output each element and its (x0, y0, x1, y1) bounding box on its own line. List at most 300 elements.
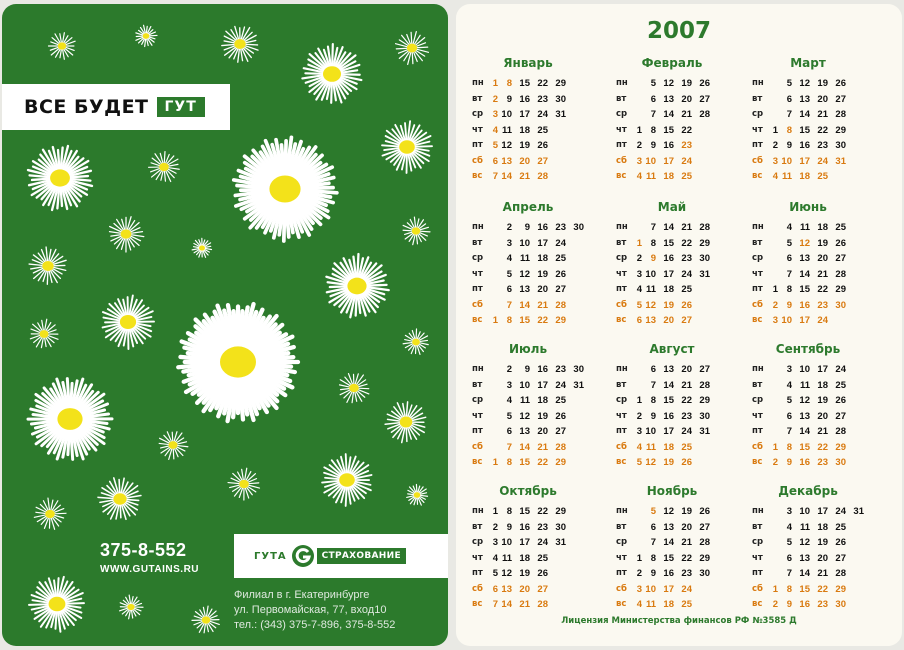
day-cell: 16 (537, 222, 548, 233)
weekday-label: сб (472, 441, 483, 452)
month-name: Июль (508, 342, 548, 356)
day-cell: 3 (636, 583, 642, 595)
day-cell: 10 (781, 315, 792, 326)
weekday-row (486, 393, 584, 409)
day-cell: 24 (817, 315, 828, 326)
weekday-row (630, 298, 728, 314)
day-cell: 22 (537, 78, 548, 89)
day-cell: 30 (699, 410, 710, 422)
day-cell: 9 (506, 521, 512, 533)
month-day-grid (766, 504, 864, 613)
weekday-label: пт (616, 426, 627, 436)
weekday-row (766, 236, 864, 252)
weekday-label: вс (472, 457, 483, 467)
month-day-grid (766, 76, 864, 185)
weekday-row (766, 154, 864, 170)
day-cell: 8 (786, 583, 792, 595)
day-cell: 14 (501, 599, 512, 610)
day-cell: 19 (817, 78, 828, 89)
weekday-label: чт (752, 552, 763, 563)
weekday-label: ср (616, 395, 628, 405)
day-cell: 6 (786, 410, 792, 422)
day-cell: 23 (681, 568, 692, 579)
day-cell: 17 (519, 537, 530, 548)
weekday-label: ср (752, 395, 764, 405)
day-cell: 21 (681, 379, 692, 391)
day-cell: 14 (799, 568, 810, 579)
day-cell: 20 (537, 284, 548, 295)
month-block (752, 200, 864, 332)
day-cell: 17 (537, 379, 548, 391)
website-link[interactable]: WWW.GUTAINS.RU (100, 564, 200, 575)
weekday-row (486, 455, 584, 471)
day-cell: 17 (799, 155, 810, 167)
day-cell: 6 (786, 253, 792, 264)
daisy-flower-icon (302, 44, 361, 103)
day-cell: 28 (835, 268, 846, 280)
day-cell: 9 (650, 253, 656, 264)
day-cell: 10 (781, 155, 792, 167)
day-cell: 29 (555, 315, 566, 326)
weekday-row (630, 123, 728, 139)
day-cell: 30 (835, 140, 846, 151)
daisy-flower-icon (396, 32, 429, 65)
day-cell: 2 (636, 410, 642, 422)
day-cell: 30 (699, 568, 710, 579)
weekday-row (630, 520, 728, 536)
weekday-row (486, 582, 584, 598)
day-cell: 5 (786, 237, 792, 249)
day-cell: 24 (555, 237, 566, 249)
day-cell: 8 (650, 237, 656, 249)
day-cell: 19 (681, 506, 692, 517)
day-cell: 19 (537, 410, 548, 422)
day-cell: 5 (492, 568, 498, 579)
day-cell: 27 (555, 426, 566, 437)
weekday-row (766, 76, 864, 92)
day-cell: 5 (650, 506, 656, 517)
day-cell: 13 (501, 583, 512, 595)
day-cell: 21 (817, 426, 828, 437)
daisy-flower-icon (407, 484, 428, 505)
month-name: Август (649, 342, 695, 356)
day-cell: 20 (663, 315, 674, 326)
weekday-row (766, 378, 864, 394)
daisy-flower-icon (136, 25, 157, 46)
weekday-row (766, 455, 864, 471)
day-cell: 17 (519, 109, 530, 120)
day-cell: 1 (636, 237, 642, 249)
day-cell: 10 (645, 583, 656, 595)
month-block (472, 200, 584, 332)
weekday-label: ср (616, 253, 628, 263)
weekday-label: пт (752, 284, 763, 294)
day-cell: 2 (492, 93, 498, 105)
weekday-row (486, 107, 584, 123)
day-cell: 5 (650, 78, 656, 89)
weekday-label: вс (752, 457, 763, 467)
day-cell: 9 (506, 93, 512, 105)
day-cell: 1 (636, 552, 642, 564)
month-block (616, 200, 728, 332)
day-cell: 23 (817, 140, 828, 151)
day-cell: 30 (699, 253, 710, 264)
weekday-label: сб (616, 441, 627, 452)
daisy-flower-icon (29, 577, 84, 632)
day-cell: 14 (799, 426, 810, 437)
day-cell: 10 (799, 506, 810, 517)
daisy-flower-icon (28, 379, 112, 460)
weekday-row (486, 236, 584, 252)
calendar-year: 2007 (646, 18, 711, 44)
day-cell: 21 (817, 109, 828, 120)
weekday-label: ср (472, 395, 484, 405)
day-cell: 29 (555, 506, 566, 517)
day-cell: 6 (506, 284, 512, 295)
day-cell: 22 (681, 237, 692, 249)
day-cell: 24 (681, 268, 692, 280)
weekday-row (766, 362, 864, 378)
day-cell: 25 (835, 379, 846, 391)
month-name: Ноябрь (646, 484, 698, 498)
weekday-label: сб (752, 441, 763, 452)
day-cell: 25 (835, 521, 846, 533)
weekday-row (486, 424, 584, 440)
day-cell: 29 (835, 441, 846, 453)
month-name: Декабрь (778, 484, 838, 498)
day-cell: 22 (681, 395, 692, 406)
day-cell: 9 (650, 140, 656, 151)
weekday-label: вт (472, 237, 483, 248)
weekday-label: вс (616, 599, 627, 609)
day-cell: 11 (799, 521, 810, 533)
day-cell: 9 (524, 364, 530, 375)
weekday-row (766, 393, 864, 409)
weekday-row (486, 520, 584, 536)
weekday-label: пн (472, 222, 484, 232)
day-cell: 17 (663, 426, 674, 437)
day-cell: 14 (663, 537, 674, 548)
day-cell: 21 (681, 109, 692, 120)
day-cell: 8 (506, 506, 512, 517)
day-cell: 23 (681, 410, 692, 422)
day-cell: 23 (817, 457, 828, 468)
day-cell: 22 (817, 583, 828, 595)
front-card (2, 4, 448, 646)
weekday-label: чт (616, 268, 627, 279)
weekday-label: пн (752, 364, 764, 374)
weekday-label: вт (752, 379, 763, 390)
weekday-label: пт (616, 140, 627, 150)
day-cell: 31 (853, 506, 864, 517)
branch-city: Филиал в г. Екатеринбурге (234, 589, 370, 601)
weekday-row (630, 169, 728, 185)
daisy-flower-icon (234, 137, 337, 241)
day-cell: 25 (681, 171, 692, 182)
day-cell: 7 (492, 599, 498, 610)
daisy-flower-icon (403, 217, 430, 245)
weekday-label: пн (472, 506, 484, 516)
weekday-label: сб (752, 583, 763, 594)
weekday-label: сб (752, 155, 763, 166)
weekday-label: сб (472, 299, 483, 310)
day-cell: 20 (681, 364, 692, 375)
day-cell: 31 (573, 379, 584, 391)
day-cell: 8 (650, 552, 656, 564)
weekday-label: пт (472, 426, 483, 436)
day-cell: 5 (786, 395, 792, 406)
day-cell: 7 (786, 109, 792, 120)
day-cell: 1 (492, 78, 498, 89)
day-cell: 26 (681, 457, 692, 468)
day-cell: 8 (506, 78, 512, 89)
day-cell: 22 (537, 506, 548, 517)
day-cell: 26 (555, 268, 566, 280)
month-day-grid (630, 220, 728, 329)
day-cell: 4 (492, 552, 498, 564)
day-cell: 23 (555, 364, 566, 375)
weekday-label: пт (616, 568, 627, 578)
weekday-label: вс (616, 315, 627, 325)
day-cell: 28 (555, 441, 566, 453)
daisy-flower-icon (403, 329, 428, 354)
day-cell: 19 (817, 537, 828, 548)
branch-phones: тел.: (343) 375-7-896, 375-8-552 (234, 619, 396, 631)
weekday-row (766, 107, 864, 123)
day-cell: 21 (681, 222, 692, 233)
day-cell: 26 (835, 78, 846, 89)
day-cell: 11 (501, 552, 512, 564)
day-cell: 23 (817, 599, 828, 610)
weekday-label: вт (616, 521, 627, 532)
phone-number: 375-8-552 (100, 540, 187, 560)
day-cell: 8 (650, 395, 656, 406)
weekday-row (630, 92, 728, 108)
day-cell: 23 (555, 222, 566, 233)
weekday-row (766, 220, 864, 236)
day-cell: 28 (537, 599, 548, 610)
day-cell: 26 (835, 537, 846, 548)
weekday-row (486, 123, 584, 139)
day-cell: 7 (506, 299, 512, 311)
day-cell: 26 (835, 395, 846, 406)
day-cell: 24 (817, 155, 828, 167)
day-cell: 6 (492, 583, 498, 595)
day-cell: 11 (645, 171, 656, 182)
day-cell: 4 (636, 284, 642, 295)
day-cell: 29 (699, 237, 710, 249)
day-cell: 9 (786, 140, 792, 151)
day-cell: 14 (519, 299, 530, 311)
day-cell: 12 (799, 395, 810, 406)
weekday-label: ср (616, 537, 628, 547)
month-day-grid (766, 220, 864, 329)
weekday-label: пн (616, 78, 628, 88)
weekday-row (766, 440, 864, 456)
day-cell: 6 (636, 315, 642, 326)
day-cell: 24 (835, 506, 846, 517)
day-cell: 8 (650, 124, 656, 136)
brand-logo-banner (234, 534, 448, 578)
weekday-label: ср (472, 109, 484, 119)
month-block (472, 56, 584, 188)
weekday-label: пн (752, 78, 764, 88)
day-cell: 11 (799, 379, 810, 391)
day-cell: 27 (537, 155, 548, 167)
month-block (472, 484, 584, 616)
day-cell: 26 (555, 410, 566, 422)
daisy-flower-icon (34, 498, 66, 529)
weekday-row (486, 138, 584, 154)
day-cell: 20 (681, 93, 692, 105)
weekday-row (766, 566, 864, 582)
day-cell: 11 (781, 171, 792, 182)
weekday-row (486, 220, 584, 236)
day-cell: 21 (817, 568, 828, 579)
weekday-label: вс (752, 171, 763, 181)
day-cell: 24 (681, 426, 692, 437)
day-cell: 7 (650, 222, 656, 233)
day-cell: 31 (555, 109, 566, 120)
day-cell: 18 (817, 379, 828, 391)
day-cell: 31 (699, 426, 710, 437)
weekday-row (766, 138, 864, 154)
day-cell: 12 (799, 537, 810, 548)
weekday-label: вт (472, 379, 483, 390)
weekday-label: вт (472, 521, 483, 532)
weekday-row (630, 251, 728, 267)
weekday-row (630, 313, 728, 329)
day-cell: 2 (772, 299, 778, 311)
daisy-flower-icon (30, 319, 58, 347)
weekday-label: чт (472, 268, 483, 279)
daisy-flower-icon (222, 26, 258, 62)
day-cell: 13 (799, 552, 810, 564)
day-cell: 12 (519, 268, 530, 280)
day-cell: 2 (772, 457, 778, 468)
day-cell: 28 (537, 171, 548, 182)
day-cell: 18 (519, 124, 530, 136)
month-block (616, 484, 728, 616)
day-cell: 8 (506, 457, 512, 468)
day-cell: 19 (817, 237, 828, 249)
day-cell: 6 (786, 93, 792, 105)
day-cell: 10 (645, 268, 656, 280)
day-cell: 11 (645, 599, 656, 610)
day-cell: 18 (537, 253, 548, 264)
day-cell: 28 (835, 568, 846, 579)
day-cell: 20 (817, 410, 828, 422)
day-cell: 2 (636, 568, 642, 579)
day-cell: 25 (835, 222, 846, 233)
day-cell: 2 (636, 140, 642, 151)
weekday-label: ср (472, 253, 484, 263)
weekday-row (766, 520, 864, 536)
day-cell: 5 (786, 537, 792, 548)
branch-address: ул. Первомайская, 77, вход10 (234, 604, 387, 616)
month-name: Сентябрь (775, 342, 841, 356)
day-cell: 20 (817, 93, 828, 105)
day-cell: 4 (636, 599, 642, 610)
day-cell: 8 (786, 441, 792, 453)
weekday-row (766, 597, 864, 613)
weekday-row (630, 220, 728, 236)
weekday-label: вт (752, 237, 763, 248)
day-cell: 4 (786, 379, 792, 391)
day-cell: 1 (772, 124, 778, 136)
day-cell: 19 (663, 299, 674, 311)
day-cell: 29 (699, 552, 710, 564)
day-cell: 16 (663, 140, 674, 151)
weekday-row (486, 378, 584, 394)
weekday-row (486, 169, 584, 185)
day-cell: 11 (519, 395, 530, 406)
day-cell: 19 (663, 457, 674, 468)
day-cell: 30 (835, 457, 846, 468)
day-cell: 14 (519, 441, 530, 453)
weekday-label: ср (752, 537, 764, 547)
branch-info (234, 588, 395, 633)
weekday-label: пт (472, 140, 483, 150)
day-cell: 28 (835, 109, 846, 120)
day-cell: 18 (519, 552, 530, 564)
weekday-row (486, 440, 584, 456)
day-cell: 13 (799, 410, 810, 422)
month-day-grid (486, 504, 584, 613)
day-cell: 27 (699, 521, 710, 533)
day-cell: 10 (645, 155, 656, 167)
day-cell: 16 (799, 299, 810, 311)
day-cell: 1 (492, 315, 498, 326)
day-cell: 24 (681, 155, 692, 167)
weekday-row (630, 393, 728, 409)
day-cell: 5 (492, 140, 498, 151)
daisy-flower-icon (192, 238, 211, 257)
weekday-row (630, 267, 728, 283)
weekday-row (630, 107, 728, 123)
day-cell: 18 (817, 521, 828, 533)
day-cell: 31 (835, 155, 846, 167)
weekday-label: пн (472, 364, 484, 374)
weekday-row (630, 378, 728, 394)
weekday-label: вс (616, 171, 627, 181)
day-cell: 19 (537, 268, 548, 280)
weekday-row (766, 535, 864, 551)
weekday-label: ср (752, 109, 764, 119)
day-cell: 14 (501, 171, 512, 182)
day-cell: 23 (537, 93, 548, 105)
day-cell: 20 (817, 253, 828, 264)
weekday-label: пн (472, 78, 484, 88)
weekday-label: чт (472, 410, 483, 421)
weekday-row (630, 138, 728, 154)
day-cell: 12 (645, 457, 656, 468)
weekday-row (630, 282, 728, 298)
day-cell: 11 (799, 222, 810, 233)
day-cell: 24 (537, 537, 548, 548)
day-cell: 11 (519, 253, 530, 264)
month-name: Июнь (789, 200, 827, 214)
day-cell: 23 (681, 253, 692, 264)
day-cell: 6 (506, 426, 512, 437)
day-cell: 5 (636, 299, 642, 311)
weekday-label: чт (616, 552, 627, 563)
month-name: Февраль (641, 56, 703, 70)
day-cell: 15 (519, 506, 530, 517)
day-cell: 6 (786, 552, 792, 564)
slogan-banner (2, 84, 230, 130)
weekday-row (630, 455, 728, 471)
